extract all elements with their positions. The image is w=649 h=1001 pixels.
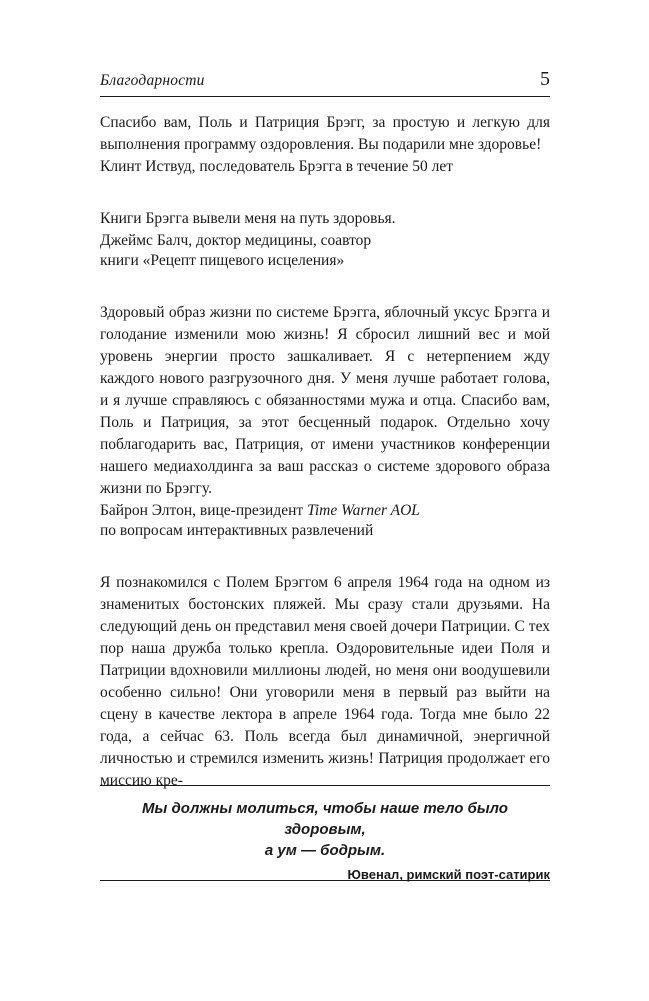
page-number: 5 xyxy=(540,68,550,90)
testimonial-eastwood xyxy=(100,112,550,178)
testimonial-attribution-line-2: книги «Рецепт пищевого исцеления» xyxy=(100,252,345,269)
testimonial-attribution-line-2: по вопросам интерактивных развлечений xyxy=(100,522,374,539)
page-content xyxy=(100,112,550,822)
company-name: Time Warner AOL xyxy=(307,502,420,519)
epigraph-quote xyxy=(100,785,550,885)
quote-line-2: а ум — бодрым. xyxy=(264,842,386,859)
testimonial-text: Книги Брэгга вывели меня на путь здоровья. xyxy=(100,210,396,227)
testimonial-story xyxy=(100,572,550,792)
quote-text xyxy=(100,798,550,861)
quote-line-1: Мы должны молиться, чтобы наше тело было здоровым, xyxy=(142,800,508,838)
attribution-prefix: Байрон Элтон, вице-президент xyxy=(100,502,308,519)
testimonial-balch xyxy=(100,208,550,272)
testimonial-attribution-line-1: Джеймс Балч, доктор медицины, соавтор xyxy=(100,232,372,249)
running-title: Благодарности xyxy=(100,72,205,89)
testimonial-attribution-line-1 xyxy=(100,500,550,522)
testimonial-text: Я познакомился с Полем Брэггом 6 апреля 1964 года на одном из знаменитых бостонских пляжей. Мы сразу стали друзьями. На следующий день он представил меня своей дочери Патриции. С тех пор наша дружба только крепла. Оздоровительные идеи Поля и Патриции вдохновили миллионы людей, но меня они воодушевили особенно сильно! Они уговорили меня в первый раз выйти на сцену в качестве лектора в апреле 1964 года. Тогда мне было 22 года, а сейчас 63. Поль всегда был динамичной, энергичной личностью и стремился изменить жизнь! Патриция продолжает его миссию кре- xyxy=(100,574,550,789)
running-header xyxy=(100,66,550,97)
testimonial-text: Здоровый образ жизни по системе Брэгга, яблочный уксус Брэгга и голодание изменили мою жизнь! Я сбросил лишний вес и мой уровень энергии просто зашкаливает. Я с нетерпением жду каждого нового разгрузочного дня. У меня лучше работает голова, и я лучше справляюсь с обязанностями мужа и отца. Спасибо вам, Поль и Патриция, за этот бесценный подарок. Отдельно хочу поблагодарить вас, Патриция, от имени участников конференции нашего медиахолдинга за ваш рассказ о системе здорового образа жизни по Брэггу. xyxy=(100,304,550,497)
quote-author: Ювенал, римский поэт-сатирик xyxy=(347,867,550,882)
testimonial-elton xyxy=(100,302,550,542)
testimonial-text: Спасибо вам, Поль и Патриция Брэгг, за простую и легкую для выполнения программу оздоровления. Вы подарили мне здоровье! xyxy=(100,114,550,153)
quote-bottom-rule xyxy=(100,880,550,881)
testimonial-attribution: Клинт Иствуд, последователь Брэгга в течение 50 лет xyxy=(100,158,454,175)
